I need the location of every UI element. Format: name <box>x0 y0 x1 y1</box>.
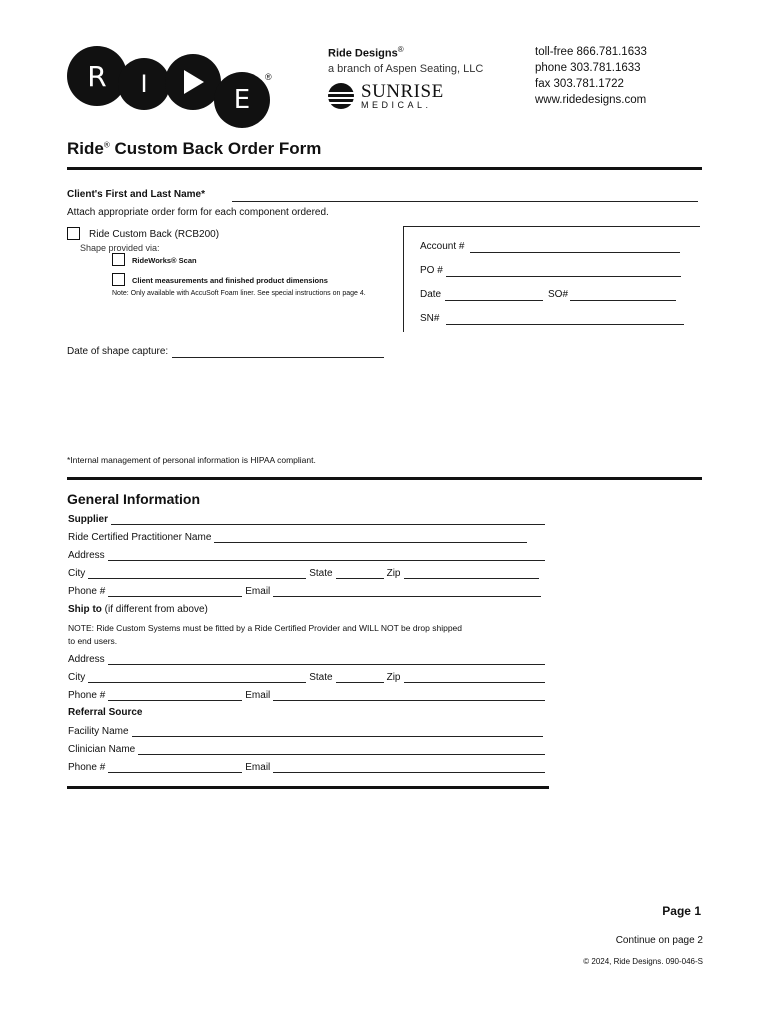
rcb-label: Ride Custom Back (RCB200) <box>89 229 220 240</box>
account-field[interactable] <box>470 241 680 253</box>
phone-label: Phone # <box>68 586 106 597</box>
referral-heading: Referral Source <box>68 707 143 718</box>
tollfree-text: toll-free 866.781.1633 <box>535 46 647 58</box>
fax-text: fax 303.781.1722 <box>535 78 624 90</box>
referral-email-label: Email <box>245 762 271 773</box>
clinician-label: Clinician Name <box>68 744 136 755</box>
office-use-box <box>403 226 700 332</box>
medical-word: MEDICAL. <box>361 100 432 110</box>
ship-zip-label: Zip <box>386 672 401 683</box>
measurements-checkbox[interactable] <box>112 273 125 286</box>
phone-row <box>68 586 544 597</box>
logo-play-icon <box>165 54 221 110</box>
ship-city-row <box>68 672 548 683</box>
date-capture-field[interactable] <box>172 346 384 358</box>
section-rule <box>67 477 702 480</box>
ship-address-label: Address <box>68 654 105 665</box>
city-field[interactable] <box>88 568 306 579</box>
client-name-label: Client's First and Last Name* <box>67 189 205 200</box>
city-row <box>68 568 542 579</box>
address-row <box>68 550 548 561</box>
zip-field[interactable] <box>404 568 540 579</box>
referral-email-field[interactable] <box>273 762 545 773</box>
rcb-checkbox[interactable] <box>67 227 80 240</box>
scan-label: RideWorks® Scan <box>132 256 197 265</box>
shape-via-label: Shape provided via: <box>80 243 160 253</box>
referral-phone-row <box>68 762 548 773</box>
supplier-field[interactable] <box>111 514 545 525</box>
general-heading: General Information <box>67 491 201 507</box>
date-field[interactable] <box>445 289 543 301</box>
so-label: SO# <box>548 289 569 300</box>
page-title: Ride® Custom Back Order Form <box>67 139 322 158</box>
date-capture-label: Date of shape capture: <box>67 346 169 357</box>
measurements-label: Client measurements and finished product dimensions <box>132 276 328 285</box>
ship-address-field[interactable] <box>108 654 545 665</box>
po-field[interactable] <box>446 265 681 277</box>
sn-field[interactable] <box>446 313 684 325</box>
general-bottom-rule <box>67 786 549 789</box>
date-label: Date <box>420 289 442 300</box>
sunrise-sun-icon <box>325 82 357 110</box>
state-label: State <box>309 568 333 579</box>
supplier-row <box>68 514 548 525</box>
page-number: Page 1 <box>662 904 701 918</box>
so-field[interactable] <box>570 289 676 301</box>
referral-phone-field[interactable] <box>108 762 242 773</box>
phone-text: phone 303.781.1633 <box>535 62 641 74</box>
practitioner-label: Ride Certified Practitioner Name <box>68 532 212 543</box>
logo-letter-i: I <box>118 58 170 110</box>
state-field[interactable] <box>336 568 384 579</box>
client-name-field[interactable] <box>232 189 698 202</box>
shipto-note-2: to end users. <box>68 636 118 646</box>
clinician-row <box>68 744 548 755</box>
sunrise-word: SUNRISE <box>361 81 444 102</box>
ship-city-field[interactable] <box>88 672 306 683</box>
ship-city-label: City <box>68 672 86 683</box>
branch-text: a branch of Aspen Seating, LLC <box>328 63 484 75</box>
copyright: © 2024, Ride Designs. 090-046-S <box>583 957 703 966</box>
email-label: Email <box>245 586 271 597</box>
ship-phone-row <box>68 690 548 701</box>
hipaa-note: *Internal management of personal information is HIPAA compliant. <box>67 455 316 465</box>
zip-label: Zip <box>386 568 401 579</box>
website-link[interactable]: www.ridedesigns.com <box>535 94 647 106</box>
ship-state-field[interactable] <box>336 672 384 683</box>
clinician-field[interactable] <box>138 744 545 755</box>
ship-email-label: Email <box>245 690 271 701</box>
email-field[interactable] <box>273 586 541 597</box>
facility-row <box>68 726 546 737</box>
registered-mark: ® <box>265 72 272 82</box>
scan-checkbox[interactable] <box>112 253 125 266</box>
company-name: Ride Designs® <box>328 45 404 60</box>
facility-label: Facility Name <box>68 726 129 737</box>
ship-state-label: State <box>309 672 333 683</box>
ship-email-field[interactable] <box>273 690 545 701</box>
city-label: City <box>68 568 86 579</box>
attach-note: Attach appropriate order form for each component ordered. <box>67 207 329 218</box>
ship-zip-field[interactable] <box>404 672 546 683</box>
supplier-label: Supplier <box>68 514 109 525</box>
measurements-note: Note: Only available with AccuSoft Foam liner. See special instructions on page 4. <box>112 290 366 297</box>
referral-phone-label: Phone # <box>68 762 106 773</box>
ship-address-row <box>68 654 548 665</box>
sn-label: SN# <box>420 313 440 324</box>
account-label: Account # <box>420 241 465 252</box>
phone-field[interactable] <box>108 586 242 597</box>
address-label: Address <box>68 550 105 561</box>
logo-letter-e: E <box>214 72 270 128</box>
facility-field[interactable] <box>132 726 543 737</box>
ship-phone-label: Phone # <box>68 690 106 701</box>
ship-phone-field[interactable] <box>108 690 242 701</box>
shipto-heading: Ship to (if different from above) <box>68 604 208 615</box>
practitioner-row <box>68 532 530 543</box>
title-rule <box>67 167 702 170</box>
practitioner-field[interactable] <box>214 532 527 543</box>
contact-block <box>535 44 647 108</box>
logo-letter-r: R <box>67 46 127 106</box>
address-field[interactable] <box>108 550 545 561</box>
continue-note: Continue on page 2 <box>615 935 703 946</box>
po-label: PO # <box>420 265 443 276</box>
shipto-note: NOTE: Ride Custom Systems must be fitted by a Ride Certified Provider and WILL NOT be drop shipped <box>68 623 463 633</box>
